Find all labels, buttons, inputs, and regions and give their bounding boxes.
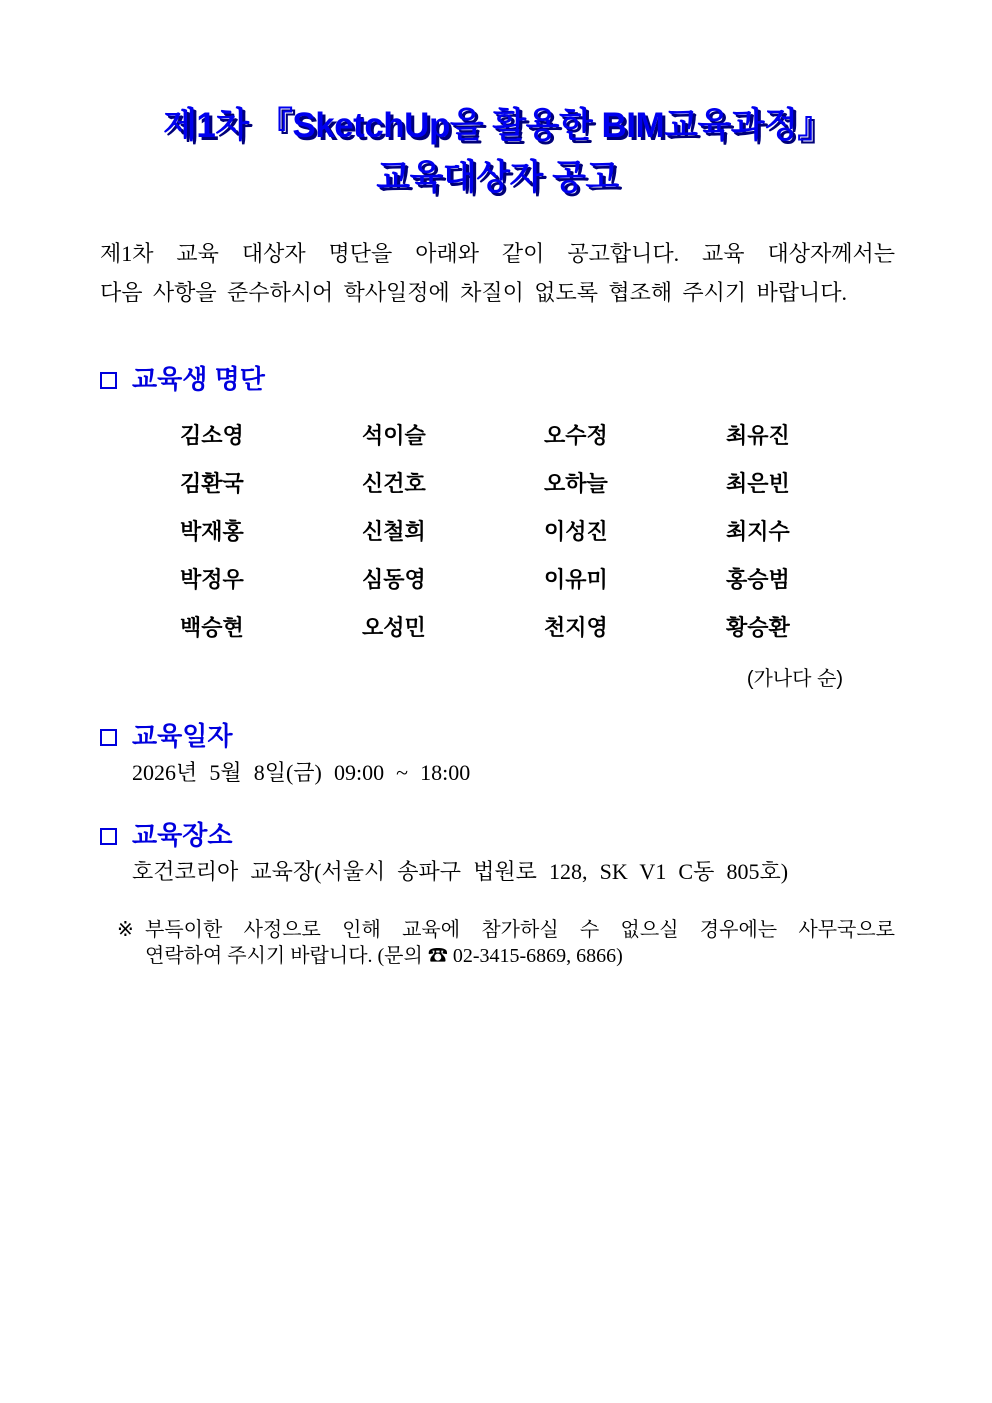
footnote-body: [145, 917, 895, 969]
section-heading-venue-label: 교육장소: [132, 820, 233, 850]
document-title: [100, 100, 895, 204]
trainee-name: 이성진: [544, 519, 608, 544]
intro-line-1: 제1차 교육 대상자 명단을 아래와 같이 공고합니다. 교육 대상자께서는: [100, 241, 895, 266]
trainee-name: 황승환: [726, 615, 790, 640]
section-heading-trainees: [100, 364, 895, 394]
trainee-name: 최유진: [726, 423, 790, 448]
section-heading-date: [100, 721, 895, 751]
trainee-name: 김환국: [180, 471, 244, 496]
trainee-name: 최은빈: [726, 471, 790, 496]
section-heading-venue: [100, 820, 895, 850]
intro-paragraph: [100, 234, 895, 312]
trainee-name: 박재홍: [180, 519, 244, 544]
trainee-name: 백승현: [180, 615, 244, 640]
reference-mark: ※: [117, 919, 134, 941]
trainee-name: 천지영: [544, 615, 608, 640]
trainee-name: 홍승범: [726, 567, 790, 592]
square-bullet-icon: [100, 372, 117, 389]
trainee-name: 오수정: [544, 423, 608, 448]
trainee-name: 석이슬: [362, 423, 426, 448]
section-heading-date-label: 교육일자: [132, 721, 233, 751]
trainee-name-list: [180, 412, 895, 652]
trainee-name: 신철희: [362, 519, 426, 544]
footnote-phone-numbers: 02-3415-6869, 6866): [447, 945, 623, 967]
alphabetical-order-note: (가나다 순): [746, 668, 843, 690]
trainee-name: 김소영: [180, 423, 244, 448]
training-date-value: 2026년 5월 8일(금) 09:00 ~ 18:00: [132, 760, 471, 785]
section-heading-trainees-label: 교육생 명단: [132, 364, 265, 394]
footnote: [100, 917, 895, 969]
trainee-name: 이유미: [544, 567, 608, 592]
square-bullet-icon: [100, 828, 117, 845]
square-bullet-icon: [100, 729, 117, 746]
phone-icon: ☎: [427, 945, 448, 967]
trainee-name: 박정우: [180, 567, 244, 592]
footnote-line-1: 부득이한 사정으로 인해 교육에 참가하실 수 없으실 경우에는 사무국으로: [145, 919, 895, 941]
footnote-line-2-text: 연락하여 주시기 바랍니다. (문의: [145, 945, 428, 967]
trainee-name: 오성민: [362, 615, 426, 640]
title-line-1: 제1차 『SketchUp을 활용한 BIM교육과정』: [163, 106, 832, 145]
title-line-2: 교육대상자 공고: [376, 158, 619, 197]
footnote-line-2: [145, 943, 895, 969]
intro-line-2: 다음 사항을 준수하시어 학사일정에 차질이 없도록 협조해 주시기 바랍니다.: [100, 280, 848, 305]
trainee-name: 심동영: [362, 567, 426, 592]
trainee-name: 오하늘: [544, 471, 608, 496]
training-venue-value: 호건코리아 교육장(서울시 송파구 법원로 128, SK V1 C동 805호): [132, 859, 789, 884]
trainee-name: 최지수: [726, 519, 790, 544]
trainee-name: 신건호: [362, 471, 426, 496]
